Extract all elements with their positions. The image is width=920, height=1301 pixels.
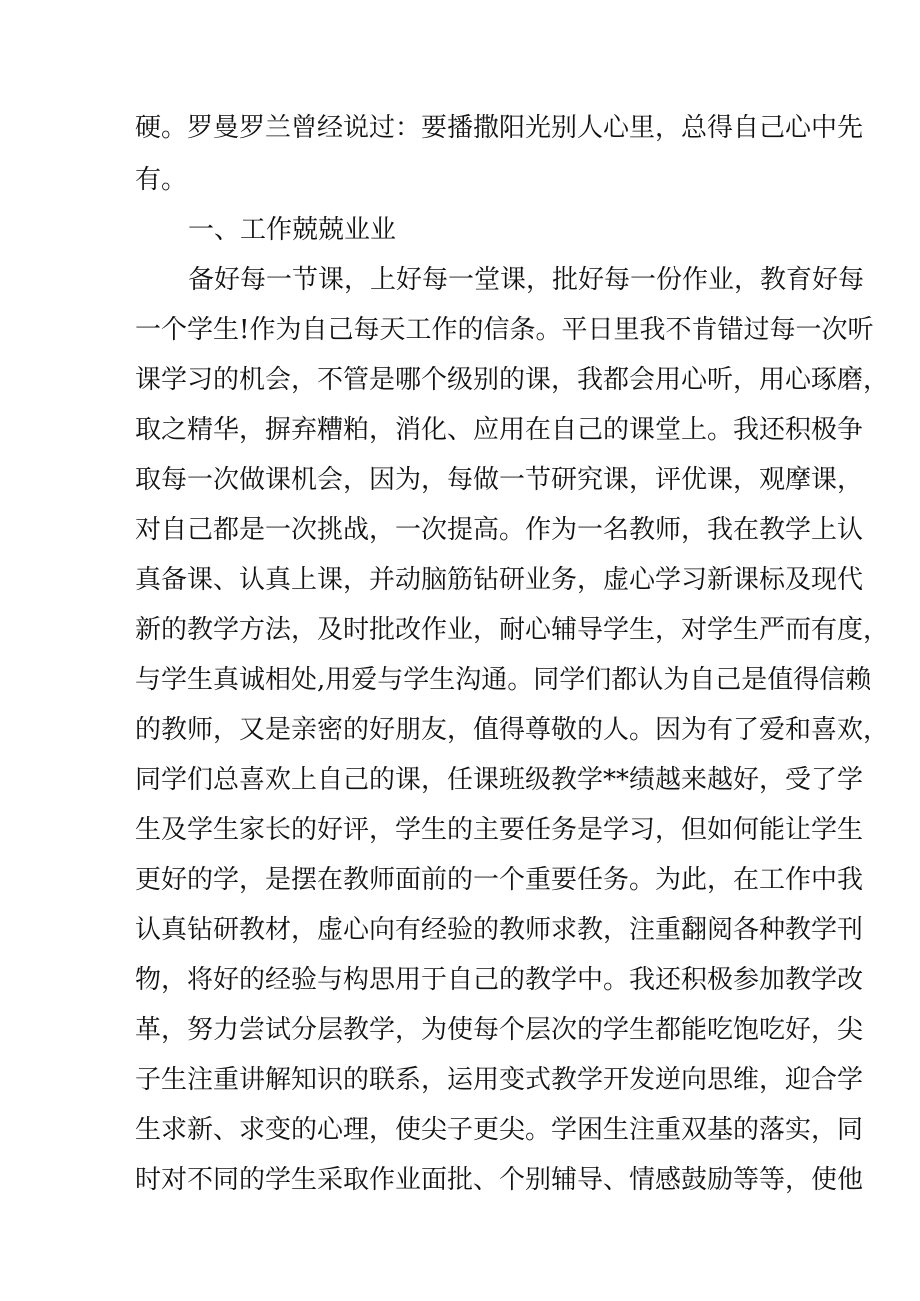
text-line-12: 与学生真诚相处,用爱与学生沟通。同学们都认为自己是值得信赖 [135,665,872,695]
text-line-19: 革，努力尝试分层教学，为使每个层次的学生都能吃饱吃好，尖 [135,1015,864,1045]
text-line-22: 时对不同的学生采取作业面批、个别辅导、情感鼓励等等，使他 [135,1165,864,1195]
text-line-21: 生求新、求变的心理，使尖子更尖。学困生注重双基的落实，同 [135,1115,864,1145]
text-line-18: 物，将好的经验与构思用于自己的教学中。我还积极参加教学改 [135,965,864,995]
text-line-17: 认真钻研教材，虚心向有经验的教师求教，注重翻阅各种教学刊 [135,915,864,945]
text-line-1: 硬。罗曼罗兰曾经说过：要播撒阳光别人心里，总得自己心中先 [135,113,864,143]
text-line-6: 课学习的机会，不管是哪个级别的课，我都会用心听，用心琢磨， [135,365,890,395]
text-line-7: 取之精华，摒弃糟粕，消化、应用在自己的课堂上。我还积极争 [135,415,864,445]
text-line-2: 有。 [135,165,188,195]
text-line-8: 取每一次做课机会，因为，每做一节研究课，评优课，观摩课， [135,465,864,495]
text-line-13: 的教师，又是亲密的好朋友，值得尊敬的人。因为有了爱和喜欢， [135,715,890,745]
section-heading: 一、工作兢兢业业 [188,215,397,245]
paragraph-first-line: 备好每一节课，上好每一堂课，批好每一份作业，教育好每 [188,265,865,295]
text-line-10: 真备课、认真上课，并动脑筋钻研业务，虚心学习新课标及现代 [135,565,864,595]
text-line-16: 更好的学，是摆在教师面前的一个重要任务。为此，在工作中我 [135,865,864,895]
text-line-9: 对自己都是一次挑战，一次提高。作为一名教师，我在教学上认 [135,515,864,545]
text-line-15: 生及学生家长的好评，学生的主要任务是学习，但如何能让学生 [135,815,864,845]
text-line-14: 同学们总喜欢上自己的课，任课班级教学**绩越来越好，受了学 [135,765,864,795]
text-line-11: 新的教学方法，及时批改作业，耐心辅导学生，对学生严而有度， [135,615,890,645]
text-line-5: 一个学生!作为自己每天工作的信条。平日里我不肯错过每一次听 [135,315,874,345]
text-line-20: 子生注重讲解知识的联系，运用变式教学开发逆向思维，迎合学 [135,1065,864,1095]
